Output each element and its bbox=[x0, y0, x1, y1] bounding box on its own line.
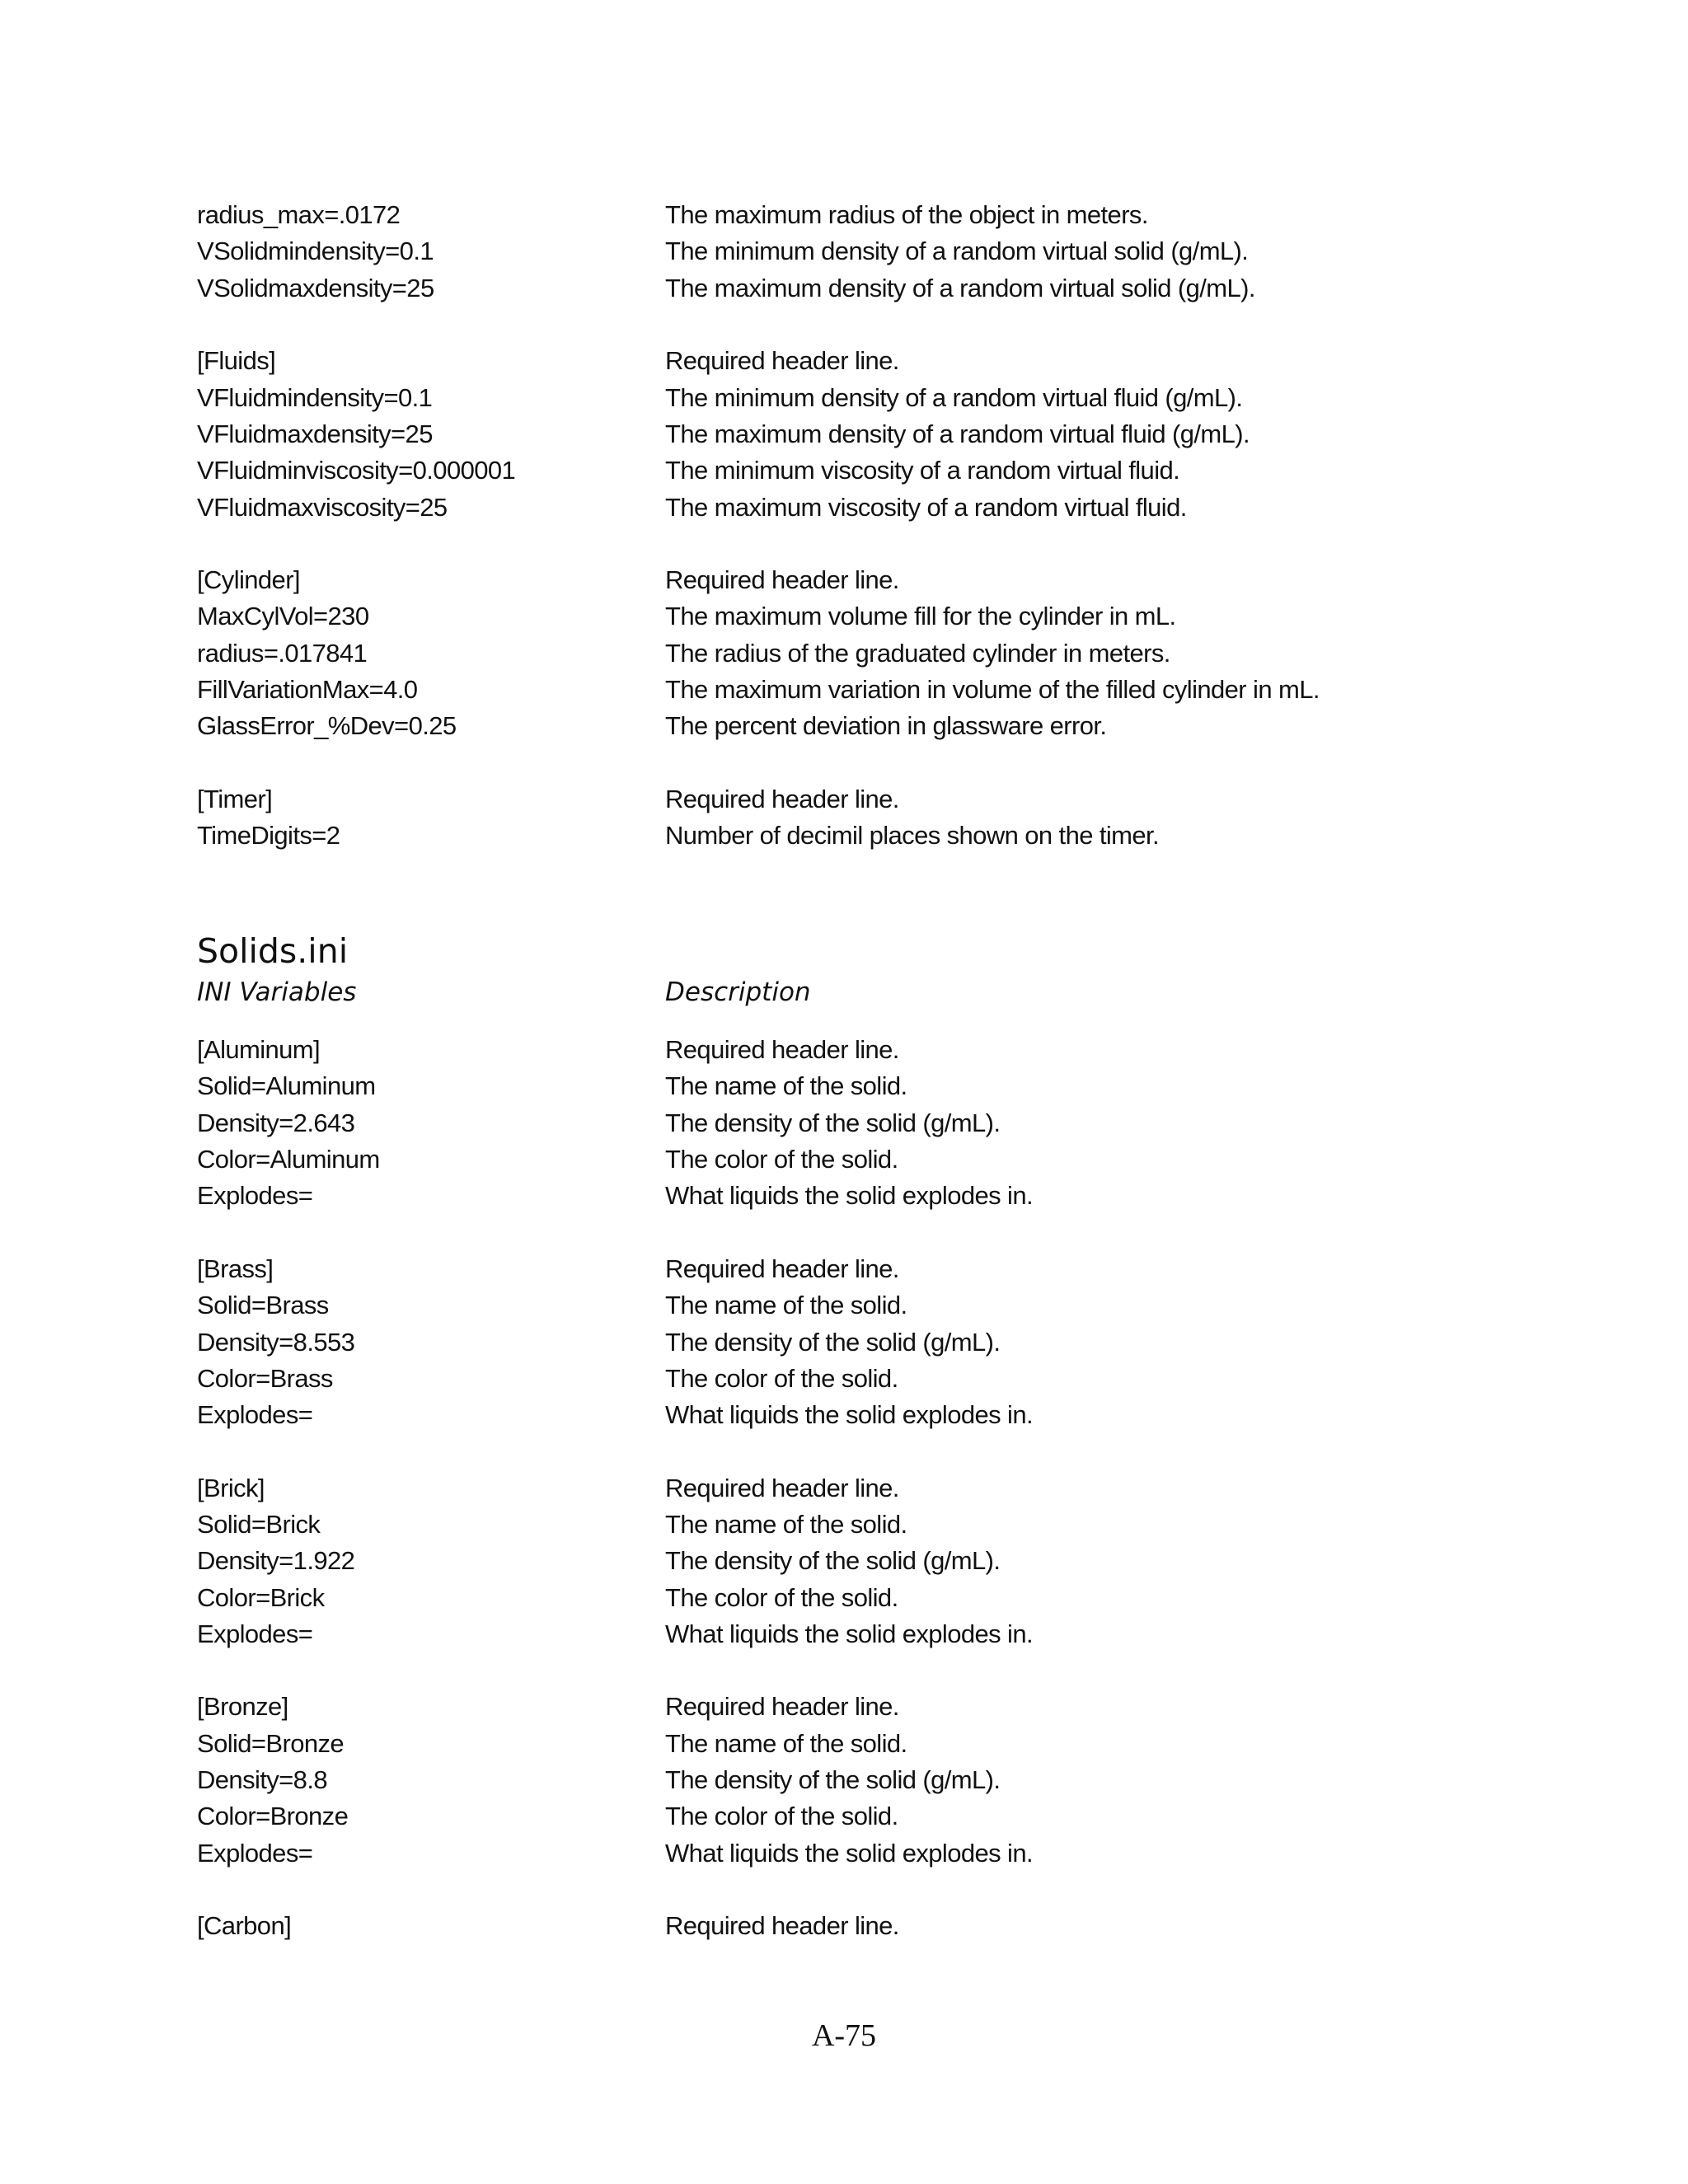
ini-variable-description: The minimum density of a random virtual solid (g/mL). bbox=[665, 237, 1249, 266]
ini-variable-row bbox=[197, 1178, 1516, 1214]
ini-variable-name: Color=Brick bbox=[197, 1582, 325, 1612]
ini-variable-description: The minimum viscosity of a random virtual fluid. bbox=[665, 456, 1180, 485]
column-header-description: Description bbox=[665, 977, 811, 1007]
ini-variable-row bbox=[197, 1068, 1516, 1104]
ini-variable-name: [Cylinder] bbox=[197, 565, 300, 595]
ini-variable-name: radius_max=.0172 bbox=[197, 200, 401, 230]
ini-variable-name: VFluidminviscosity=0.000001 bbox=[197, 456, 516, 485]
ini-variable-description: Required header line. bbox=[665, 1911, 899, 1941]
ini-variable-name: VFluidmaxviscosity=25 bbox=[197, 492, 448, 522]
ini-variable-row bbox=[197, 635, 1516, 672]
ini-variable-description: Required header line. bbox=[665, 784, 899, 813]
ini-variable-description: The maximum density of a random virtual solid (g/mL). bbox=[665, 273, 1255, 302]
ini-variable-row bbox=[197, 1141, 1516, 1178]
ini-variable-description: The minimum density of a random virtual fluid (g/mL). bbox=[665, 382, 1243, 412]
ini-variable-description: The density of the solid (g/mL). bbox=[665, 1546, 1001, 1576]
ini-variable-name: Color=Brass bbox=[197, 1363, 333, 1393]
ini-variable-description: Required header line. bbox=[665, 346, 899, 376]
ini-variable-row bbox=[197, 1251, 1516, 1287]
ini-variable-description: The name of the solid. bbox=[665, 1071, 907, 1101]
ini-variable-description: The maximum radius of the object in meters. bbox=[665, 200, 1148, 230]
ini-variable-name: Explodes= bbox=[197, 1181, 313, 1211]
ini-variable-name: Density=2.643 bbox=[197, 1108, 355, 1137]
blank-line bbox=[197, 744, 1516, 780]
ini-variable-description: The color of the solid. bbox=[665, 1582, 898, 1612]
ini-variable-description: The percent deviation in glassware error. bbox=[665, 711, 1107, 741]
ini-variable-row bbox=[197, 1726, 1516, 1762]
ini-variable-description: The radius of the graduated cylinder in meters. bbox=[665, 638, 1170, 668]
ini-variable-name: GlassError_%Dev=0.25 bbox=[197, 711, 457, 741]
ini-variable-row bbox=[197, 343, 1516, 379]
ini-variable-name: Density=1.922 bbox=[197, 1546, 355, 1576]
ini-variable-row bbox=[197, 1105, 1516, 1141]
ini-variables-list-top bbox=[197, 197, 1516, 854]
ini-variable-name: [Brass] bbox=[197, 1254, 274, 1283]
ini-variable-row bbox=[197, 1835, 1516, 1872]
blank-line bbox=[197, 307, 1516, 343]
ini-variable-name: Solid=Aluminum bbox=[197, 1071, 376, 1101]
ini-variable-description: The color of the solid. bbox=[665, 1145, 898, 1174]
ini-variable-row bbox=[197, 379, 1516, 415]
ini-variable-name: Solid=Bronze bbox=[197, 1728, 345, 1758]
ini-variable-description: The maximum variation in volume of the filled cylinder in mL. bbox=[665, 675, 1320, 704]
ini-variable-name: VFluidmindensity=0.1 bbox=[197, 382, 433, 412]
ini-variable-name: Color=Bronze bbox=[197, 1802, 349, 1831]
ini-variable-row bbox=[197, 781, 1516, 818]
ini-variable-name: Density=8.553 bbox=[197, 1327, 355, 1357]
ini-variable-row bbox=[197, 233, 1516, 269]
ini-variable-name: [Carbon] bbox=[197, 1911, 292, 1941]
ini-variable-description: The density of the solid (g/mL). bbox=[665, 1765, 1001, 1795]
ini-variable-row bbox=[197, 1579, 1516, 1615]
ini-variable-row bbox=[197, 1287, 1516, 1324]
ini-variable-row bbox=[197, 416, 1516, 452]
ini-variable-description: The maximum volume fill for the cylinder in mL. bbox=[665, 602, 1176, 631]
blank-line bbox=[197, 1433, 1516, 1469]
page-number: A-75 bbox=[811, 2018, 877, 2053]
ini-variable-row bbox=[197, 1543, 1516, 1579]
ini-variable-name: [Timer] bbox=[197, 784, 273, 813]
ini-variable-name: MaxCylVol=230 bbox=[197, 602, 369, 631]
ini-variable-row bbox=[197, 1361, 1516, 1397]
ini-variable-description: What liquids the solid explodes in. bbox=[665, 1400, 1033, 1430]
ini-variable-row bbox=[197, 818, 1516, 854]
blank-line bbox=[197, 526, 1516, 562]
ini-variable-name: Color=Aluminum bbox=[197, 1145, 380, 1174]
ini-variable-name: Solid=Brick bbox=[197, 1510, 321, 1539]
ini-variable-description: The name of the solid. bbox=[665, 1728, 907, 1758]
solids-ini-variables-list bbox=[197, 1032, 1516, 1944]
ini-variable-row bbox=[197, 270, 1516, 307]
ini-variable-name: VFluidmaxdensity=25 bbox=[197, 419, 433, 448]
ini-variable-description: Required header line. bbox=[665, 1473, 899, 1502]
ini-variable-row bbox=[197, 1470, 1516, 1507]
ini-variable-name: Explodes= bbox=[197, 1619, 313, 1648]
ini-variable-description: Required header line. bbox=[665, 1692, 899, 1722]
ini-variable-name: [Bronze] bbox=[197, 1692, 288, 1722]
ini-variable-description: Required header line. bbox=[665, 1035, 899, 1065]
column-header-ini-variables: INI Variables bbox=[197, 977, 357, 1007]
ini-variable-row bbox=[197, 1032, 1516, 1068]
ini-variable-name: [Aluminum] bbox=[197, 1035, 321, 1065]
ini-variable-description: The color of the solid. bbox=[665, 1363, 898, 1393]
ini-variable-row bbox=[197, 489, 1516, 525]
ini-variable-description: The maximum viscosity of a random virtual fluid. bbox=[665, 492, 1187, 522]
ini-variable-description: The color of the solid. bbox=[665, 1802, 898, 1831]
ini-variable-row bbox=[197, 708, 1516, 744]
ini-variable-name: Explodes= bbox=[197, 1400, 313, 1430]
ini-variable-name: FillVariationMax=4.0 bbox=[197, 675, 418, 704]
ini-variable-name: Explodes= bbox=[197, 1838, 313, 1868]
ini-variable-row bbox=[197, 452, 1516, 489]
ini-variable-name: VSolidmindensity=0.1 bbox=[197, 237, 434, 266]
section-title: Solids.ini bbox=[197, 931, 349, 971]
ini-variable-description: What liquids the solid explodes in. bbox=[665, 1181, 1033, 1211]
blank-line bbox=[197, 1652, 1516, 1689]
ini-variable-row bbox=[197, 1616, 1516, 1652]
ini-variable-description: The density of the solid (g/mL). bbox=[665, 1327, 1001, 1357]
ini-variable-name: TimeDigits=2 bbox=[197, 821, 340, 851]
ini-variable-description: The maximum density of a random virtual fluid (g/mL). bbox=[665, 419, 1250, 448]
ini-variable-row bbox=[197, 1397, 1516, 1433]
ini-variable-row bbox=[197, 1689, 1516, 1725]
ini-variable-description: The density of the solid (g/mL). bbox=[665, 1108, 1001, 1137]
ini-variable-row bbox=[197, 1762, 1516, 1798]
ini-variable-name: Density=8.8 bbox=[197, 1765, 327, 1795]
ini-variable-description: Number of decimil places shown on the timer. bbox=[665, 821, 1160, 851]
ini-variable-description: Required header line. bbox=[665, 565, 899, 595]
ini-variable-name: radius=.017841 bbox=[197, 638, 368, 668]
ini-variable-row bbox=[197, 1798, 1516, 1835]
ini-variable-row bbox=[197, 562, 1516, 598]
ini-variable-name: [Fluids] bbox=[197, 346, 276, 376]
ini-variable-name: [Brick] bbox=[197, 1473, 265, 1502]
ini-variable-description: Required header line. bbox=[665, 1254, 899, 1283]
ini-variable-description: The name of the solid. bbox=[665, 1291, 907, 1320]
ini-variable-description: What liquids the solid explodes in. bbox=[665, 1838, 1033, 1868]
blank-line bbox=[197, 1872, 1516, 1908]
ini-variable-name: VSolidmaxdensity=25 bbox=[197, 273, 434, 302]
ini-variable-row bbox=[197, 1507, 1516, 1543]
column-headers bbox=[197, 977, 811, 1007]
blank-line bbox=[197, 1214, 1516, 1250]
ini-variable-row bbox=[197, 1908, 1516, 1944]
ini-variable-row bbox=[197, 1324, 1516, 1360]
ini-variable-description: What liquids the solid explodes in. bbox=[665, 1619, 1033, 1648]
ini-variable-row bbox=[197, 672, 1516, 708]
ini-variable-row bbox=[197, 598, 1516, 635]
ini-variable-row bbox=[197, 197, 1516, 233]
ini-variable-name: Solid=Brass bbox=[197, 1291, 329, 1320]
ini-variable-description: The name of the solid. bbox=[665, 1510, 907, 1539]
